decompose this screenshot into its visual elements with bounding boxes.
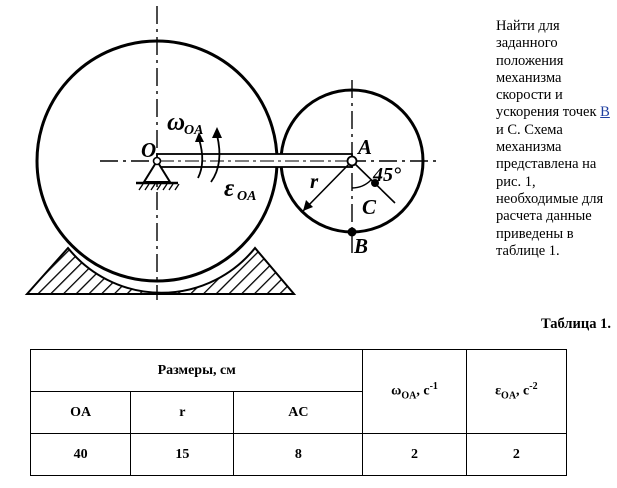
label-r: r	[310, 169, 319, 193]
header-omega-sub: OA	[401, 390, 417, 402]
label-omega: ω	[167, 109, 186, 136]
header-eps-sup: -2	[529, 381, 538, 393]
value-omega: 2	[363, 434, 466, 476]
problem-text-part2: и С. Схема механизма представлена на рис. 1, необходимые для расчета данные приведены в таблице 1.	[496, 121, 604, 259]
header-eps-unit: , с	[516, 383, 530, 399]
table-title: Таблица 1.	[540, 316, 611, 332]
table-row	[31, 434, 567, 476]
value-AC: 8	[234, 434, 363, 476]
header-omega	[363, 350, 466, 434]
col-OA: OA	[31, 392, 131, 434]
label-O: O	[141, 138, 157, 162]
value-eps: 2	[466, 434, 566, 476]
label-epsilon-sub: OA	[237, 189, 257, 204]
label-angle-45: 45°	[373, 164, 401, 186]
data-table	[30, 349, 567, 476]
value-r: 15	[131, 434, 234, 476]
joint-A	[348, 157, 357, 166]
label-omega-sub: OA	[184, 123, 204, 138]
value-OA: 40	[31, 434, 131, 476]
label-B: B	[354, 234, 369, 258]
label-A: A	[358, 135, 373, 159]
problem-statement	[496, 18, 614, 260]
header-omega-unit: , с	[416, 383, 430, 399]
label-C: C	[362, 195, 377, 219]
table-header-row	[31, 350, 567, 392]
col-r: r	[131, 392, 234, 434]
problem-text-part1: Найти для заданного положения механизма скорости и ускорения точек	[496, 18, 601, 121]
header-omega-symbol: ω	[391, 383, 402, 399]
header-eps-sub: OA	[501, 390, 517, 402]
col-AC: AC	[234, 392, 363, 434]
point-B-link[interactable]: В	[600, 104, 610, 121]
header-omega-sup: -1	[429, 381, 438, 393]
header-eps-symbol: ε	[495, 383, 502, 399]
header-sizes: Размеры, см	[31, 350, 363, 392]
header-epsilon	[466, 350, 566, 434]
label-epsilon: ε	[224, 175, 235, 202]
